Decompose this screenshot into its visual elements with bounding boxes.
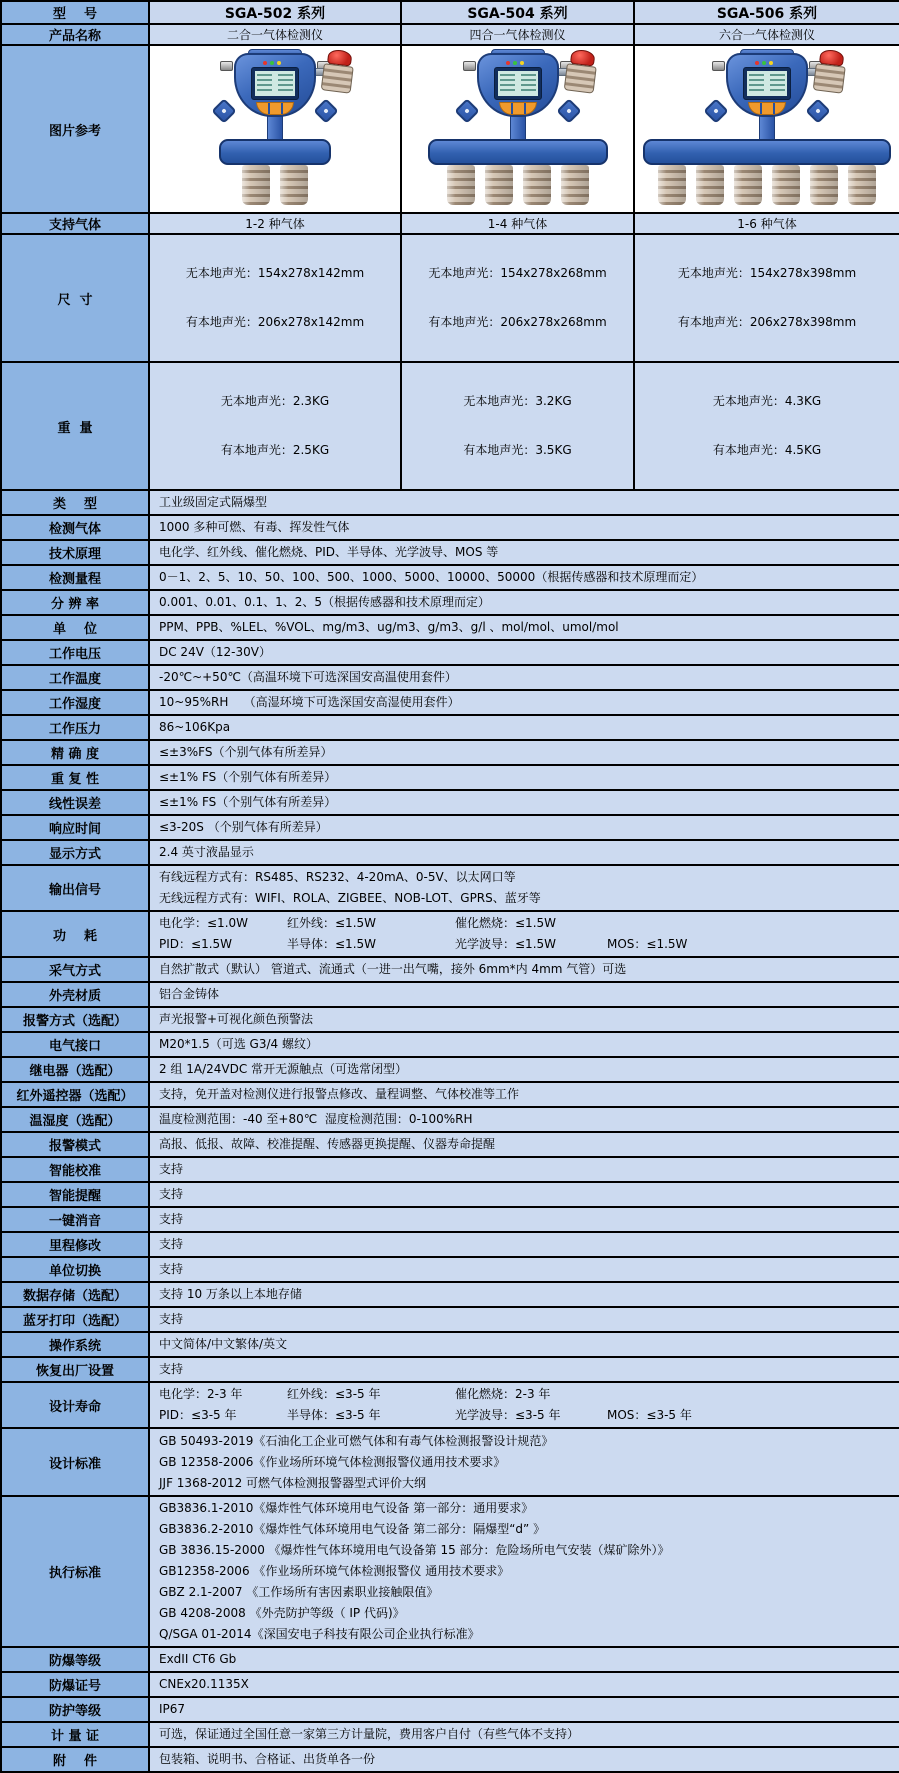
spec-segment: 光学波导：≤3-5 年 xyxy=(455,1408,561,1422)
gas-count-sga-506: 1-6 种气体 xyxy=(634,213,899,234)
spec-segment: PID：≤3-5 年 xyxy=(159,1408,237,1422)
spec-row-value: 可选，保证通过全国任意一家第三方计量院，费用客户自付（有些气体不支持） xyxy=(149,1722,899,1747)
spec-row-label: 报警方式（选配） xyxy=(1,1007,149,1032)
spec-row-value: 自然扩散式（默认） 管道式、流通式（一进一出气嘴，接外 6mm*内 4mm 气管）可选 xyxy=(149,957,899,982)
spec-row xyxy=(1,565,899,590)
spec-row-label: 防护等级 xyxy=(1,1697,149,1722)
spec-row xyxy=(1,1032,899,1057)
spec-row xyxy=(1,1428,899,1496)
sensor-cylinder xyxy=(447,165,475,205)
spec-row xyxy=(1,1672,899,1697)
beacon-body xyxy=(813,63,846,93)
spec-row-value: ≤±1% FS（个别气体有所差异） xyxy=(149,765,899,790)
spec-row xyxy=(1,1182,899,1207)
size-sga-506: 无本地声光：154x278x398mm 有本地声光：206x278x398mm xyxy=(634,234,899,362)
sensor-cylinder xyxy=(242,165,270,205)
spec-row-value: 86~106Kpa xyxy=(149,715,899,740)
spec-row-value: 支持 xyxy=(149,1182,899,1207)
spec-row xyxy=(1,1647,899,1672)
spec-row xyxy=(1,1496,899,1647)
size-sga-504: 无本地声光：154x278x268mm 有本地声光：206x278x268mm xyxy=(401,234,634,362)
status-leds xyxy=(755,61,779,65)
device-mount-tab-right xyxy=(805,98,830,123)
weight-row xyxy=(1,362,899,490)
sensor-row xyxy=(447,165,589,205)
spec-row xyxy=(1,1207,899,1232)
row-label-weight: 重 量 xyxy=(1,362,149,490)
sensor-row xyxy=(242,165,308,205)
spec-row-value: 支持 xyxy=(149,1357,899,1382)
beacon-body xyxy=(563,63,596,93)
sensor-manifold xyxy=(428,139,608,165)
spec-row-value: CNEx20.1135X xyxy=(149,1672,899,1697)
spec-row-value: PPM、PPB、%LEL、%VOL、mg/m3、ug/m3、g/m3、g/l 、mol/mol、umol/mol xyxy=(149,615,899,640)
spec-row-label: 防爆证号 xyxy=(1,1672,149,1697)
device-keypad xyxy=(256,102,294,115)
spec-row xyxy=(1,1232,899,1257)
spec-segment: 电化学：≤1.0W xyxy=(159,916,249,930)
device-keypad xyxy=(499,102,537,115)
spec-row-value xyxy=(149,1382,899,1428)
spec-row-value: 包装箱、说明书、合格证、出货单各一份 xyxy=(149,1747,899,1772)
spec-row-value: ≤±3%FS（个别气体有所差异） xyxy=(149,740,899,765)
spec-row-label: 里程修改 xyxy=(1,1232,149,1257)
sensor-cylinder xyxy=(658,165,686,205)
sensor-manifold xyxy=(643,139,891,165)
lcd-display xyxy=(498,71,538,96)
spec-row xyxy=(1,1157,899,1182)
model-sga-504: SGA-504 系列 xyxy=(401,1,634,24)
product-name-sga-504: 四合一气体检测仪 xyxy=(401,24,634,45)
spec-row-label: 工作湿度 xyxy=(1,690,149,715)
spec-row xyxy=(1,1697,899,1722)
row-label-size: 尺 寸 xyxy=(1,234,149,362)
device-bolt-left xyxy=(463,61,476,71)
row-label-model: 型 号 xyxy=(1,1,149,24)
spec-row-label: 继电器（选配） xyxy=(1,1057,149,1082)
device-screen xyxy=(743,67,791,100)
spec-row-value: 电化学、红外线、催化燃烧、PID、半导体、光学波导、MOS 等 xyxy=(149,540,899,565)
sensor-manifold xyxy=(219,139,331,165)
spec-row-label: 设计标准 xyxy=(1,1428,149,1496)
spec-segment: PID：≤1.5W xyxy=(159,937,233,951)
spec-row-value: DC 24V（12-30V） xyxy=(149,640,899,665)
spec-row xyxy=(1,982,899,1007)
spec-row-value: 2 组 1A/24VDC 常开无源触点（可选常闭型） xyxy=(149,1057,899,1082)
spec-segment: MOS：≤3-5 年 xyxy=(607,1408,692,1422)
spec-segment: 半导体：≤3-5 年 xyxy=(287,1408,381,1422)
spec-row-label: 温湿度（选配） xyxy=(1,1107,149,1132)
spec-row-value: M20*1.5（可选 G3/4 螺纹） xyxy=(149,1032,899,1057)
spec-row-label: 重 复 性 xyxy=(1,765,149,790)
sensor-row xyxy=(658,165,876,205)
spec-row-value: 2.4 英寸液晶显示 xyxy=(149,840,899,865)
sensor-cylinder xyxy=(523,165,551,205)
row-label-product-name: 产品名称 xyxy=(1,24,149,45)
spec-row xyxy=(1,865,899,911)
spec-row-label: 工作电压 xyxy=(1,640,149,665)
product-name-row xyxy=(1,24,899,45)
spec-row-value: 支持 xyxy=(149,1232,899,1257)
spec-row-label: 数据存储（选配） xyxy=(1,1282,149,1307)
spec-row-value xyxy=(149,911,899,957)
device-bolt-left xyxy=(220,61,233,71)
spec-row-label: 精 确 度 xyxy=(1,740,149,765)
spec-row xyxy=(1,1107,899,1132)
device-head xyxy=(477,53,559,117)
spec-row-value: 支持，免开盖对检测仪进行报警点修改、量程调整、气体校准等工作 xyxy=(149,1082,899,1107)
spec-row-value: 支持 xyxy=(149,1257,899,1282)
spec-row-label: 一键消音 xyxy=(1,1207,149,1232)
spec-row xyxy=(1,1332,899,1357)
spec-row xyxy=(1,840,899,865)
spec-body xyxy=(1,490,899,1772)
spec-row xyxy=(1,1722,899,1747)
spec-row-label: 单位切换 xyxy=(1,1257,149,1282)
product-name-sga-502: 二合一气体检测仪 xyxy=(149,24,401,45)
model-row xyxy=(1,1,899,24)
spec-row xyxy=(1,515,899,540)
spec-row-label: 工作压力 xyxy=(1,715,149,740)
spec-row xyxy=(1,1057,899,1082)
spec-row-label: 外壳材质 xyxy=(1,982,149,1007)
spec-row-label: 检测气体 xyxy=(1,515,149,540)
spec-row-value: 声光报警+可视化颜色预警法 xyxy=(149,1007,899,1032)
sensor-cylinder xyxy=(561,165,589,205)
device-mount-tab-right xyxy=(313,98,338,123)
device-keypad xyxy=(748,102,786,115)
spec-row xyxy=(1,665,899,690)
spec-row-value: 中文简体/中文繁体/英文 xyxy=(149,1332,899,1357)
spec-row xyxy=(1,1747,899,1772)
spec-row xyxy=(1,957,899,982)
spec-row-label: 设计寿命 xyxy=(1,1382,149,1428)
spec-row-value: ≤3-20S （个别气体有所差异） xyxy=(149,815,899,840)
spec-row-label: 检测量程 xyxy=(1,565,149,590)
alarm-beacon xyxy=(320,48,355,95)
device-bolt-left xyxy=(712,61,725,71)
spec-row-label: 红外遥控器（选配） xyxy=(1,1082,149,1107)
spec-row-label: 操作系统 xyxy=(1,1332,149,1357)
status-leds xyxy=(506,61,530,65)
product-name-sga-506: 六合一气体检测仪 xyxy=(634,24,899,45)
image-row xyxy=(1,45,899,213)
spec-row xyxy=(1,740,899,765)
spec-segment: 催化燃烧：≤1.5W xyxy=(455,916,557,930)
spec-segment: 红外线：≤1.5W xyxy=(287,916,377,930)
spec-row xyxy=(1,1282,899,1307)
device-mount-tab-right xyxy=(556,98,581,123)
device-screen xyxy=(494,67,542,100)
spec-segment: 电化学：2-3 年 xyxy=(159,1387,243,1401)
alarm-beacon xyxy=(563,48,598,95)
spec-segment: 红外线：≤3-5 年 xyxy=(287,1387,381,1401)
weight-sga-506: 无本地声光：4.3KG 有本地声光：4.5KG xyxy=(634,362,899,490)
spec-row-value: -20℃~+50℃（高温环境下可选深国安高温使用套件） xyxy=(149,665,899,690)
device-screen xyxy=(251,67,299,100)
sensor-cylinder xyxy=(734,165,762,205)
spec-row xyxy=(1,715,899,740)
spec-row-value: 1000 多种可燃、有毒、挥发性气体 xyxy=(149,515,899,540)
spec-row-value: 支持 xyxy=(149,1157,899,1182)
spec-segment: 半导体：≤1.5W xyxy=(287,937,377,951)
spec-row-label: 附 件 xyxy=(1,1747,149,1772)
spec-row-label: 类 型 xyxy=(1,490,149,515)
alarm-beacon xyxy=(812,48,847,95)
spec-row-label: 技术原理 xyxy=(1,540,149,565)
spec-row xyxy=(1,640,899,665)
model-sga-502: SGA-502 系列 xyxy=(149,1,401,24)
spec-row xyxy=(1,1357,899,1382)
spec-row-value: 高报、低报、故障、校准提醒、传感器更换提醒、仪器寿命提醒 xyxy=(149,1132,899,1157)
supported-gas-row xyxy=(1,213,899,234)
spec-row xyxy=(1,1132,899,1157)
sensor-cylinder xyxy=(848,165,876,205)
sensor-cylinder xyxy=(696,165,724,205)
size-sga-502: 无本地声光：154x278x142mm 有本地声光：206x278x142mm xyxy=(149,234,401,362)
spec-row xyxy=(1,1307,899,1332)
spec-segment: MOS：≤1.5W xyxy=(607,937,688,951)
spec-row-label: 报警模式 xyxy=(1,1132,149,1157)
spec-row-value: 支持 xyxy=(149,1307,899,1332)
model-sga-506: SGA-506 系列 xyxy=(634,1,899,24)
device-mount-tab-left xyxy=(211,98,236,123)
device-mount-tab-left xyxy=(454,98,479,123)
product-image-cell-sga-502 xyxy=(149,45,401,213)
spec-row-label: 电气接口 xyxy=(1,1032,149,1057)
spec-row-value: GB 50493-2019《石油化工企业可燃气体和有毒气体检测报警设计规范》 GB 12358-2006《作业场所环境气体检测报警仪通用技术要求》 JJF 1368-2012 可燃气体检测报警器型式评价大纲 xyxy=(149,1428,899,1496)
device-illustration-sga-504 xyxy=(402,46,633,210)
device-illustration-sga-506 xyxy=(635,46,899,210)
spec-row-value: 有线远程方式有：RS485、RS232、4-20mA、0-5V、以太网口等 无线远程方式有：WIFI、ROLA、ZIGBEE、NOB-LOT、GPRS、蓝牙等 xyxy=(149,865,899,911)
spec-row-label: 分 辨 率 xyxy=(1,590,149,615)
spec-row-label: 恢复出厂设置 xyxy=(1,1357,149,1382)
sensor-cylinder xyxy=(772,165,800,205)
spec-row-value: ≤±1% FS（个别气体有所差异） xyxy=(149,790,899,815)
spec-row xyxy=(1,1257,899,1282)
beacon-body xyxy=(321,63,354,93)
lcd-display xyxy=(747,71,787,96)
lcd-display xyxy=(255,71,295,96)
spec-row-label: 工作温度 xyxy=(1,665,149,690)
size-row xyxy=(1,234,899,362)
spec-row xyxy=(1,490,899,515)
spec-row-label: 输出信号 xyxy=(1,865,149,911)
spec-row xyxy=(1,1007,899,1032)
product-image-cell-sga-504 xyxy=(401,45,634,213)
spec-row-value: 铝合金铸体 xyxy=(149,982,899,1007)
spec-row-label: 计 量 证 xyxy=(1,1722,149,1747)
spec-row xyxy=(1,590,899,615)
device-illustration-sga-502 xyxy=(150,46,400,210)
spec-row-label: 单 位 xyxy=(1,615,149,640)
spec-row xyxy=(1,815,899,840)
sensor-cylinder xyxy=(485,165,513,205)
spec-row-label: 响应时间 xyxy=(1,815,149,840)
gas-count-sga-504: 1-4 种气体 xyxy=(401,213,634,234)
gas-count-sga-502: 1-2 种气体 xyxy=(149,213,401,234)
spec-row-label: 执行标准 xyxy=(1,1496,149,1647)
spec-row-value: 工业级固定式隔爆型 xyxy=(149,490,899,515)
spec-row-value: 支持 10 万条以上本地存储 xyxy=(149,1282,899,1307)
spec-segment: 光学波导：≤1.5W xyxy=(455,937,557,951)
spec-row xyxy=(1,911,899,957)
spec-row-value: 支持 xyxy=(149,1207,899,1232)
weight-sga-504: 无本地声光：3.2KG 有本地声光：3.5KG xyxy=(401,362,634,490)
spec-row-label: 蓝牙打印（选配） xyxy=(1,1307,149,1332)
spec-row xyxy=(1,690,899,715)
spec-row-value: 0－1、2、5、10、50、100、500、1000、5000、10000、50000（根据传感器和技术原理而定） xyxy=(149,565,899,590)
device-head xyxy=(726,53,808,117)
product-image-cell-sga-506 xyxy=(634,45,899,213)
device-mount-tab-left xyxy=(703,98,728,123)
spec-row-label: 防爆等级 xyxy=(1,1647,149,1672)
device-head xyxy=(234,53,316,117)
sensor-cylinder xyxy=(810,165,838,205)
spec-row-value: IP67 xyxy=(149,1697,899,1722)
spec-row-label: 显示方式 xyxy=(1,840,149,865)
spec-row xyxy=(1,790,899,815)
spec-row-label: 智能提醒 xyxy=(1,1182,149,1207)
spec-segment: 催化燃烧：2-3 年 xyxy=(455,1387,551,1401)
spec-row-label: 采气方式 xyxy=(1,957,149,982)
spec-row xyxy=(1,1382,899,1428)
row-label-supported-gas: 支持气体 xyxy=(1,213,149,234)
sensor-cylinder xyxy=(280,165,308,205)
spec-row-label: 线性误差 xyxy=(1,790,149,815)
spec-row xyxy=(1,615,899,640)
spec-row-value: 温度检测范围：-40 至+80℃ 湿度检测范围：0-100%RH xyxy=(149,1107,899,1132)
status-leds xyxy=(263,61,287,65)
spec-row-label: 功 耗 xyxy=(1,911,149,957)
spec-row-value: 10~95%RH （高湿环境下可选深国安高湿使用套件） xyxy=(149,690,899,715)
spec-row-value: 0.001、0.01、0.1、1、2、5（根据传感器和技术原理而定） xyxy=(149,590,899,615)
spec-row xyxy=(1,1082,899,1107)
spec-row-label: 智能校准 xyxy=(1,1157,149,1182)
spec-row-value: ExdII CT6 Gb xyxy=(149,1647,899,1672)
spec-row xyxy=(1,765,899,790)
spec-row xyxy=(1,540,899,565)
weight-sga-502: 无本地声光：2.3KG 有本地声光：2.5KG xyxy=(149,362,401,490)
row-label-image: 图片参考 xyxy=(1,45,149,213)
spec-row-value: GB3836.1-2010《爆炸性气体环境用电气设备 第一部分：通用要求》 GB3836.2-2010《爆炸性气体环境用电气设备 第二部分：隔爆型“d” 》 GB 3836.15-2000 《爆炸性气体环境用电气设备第 15 部分：危险场所电气安装（煤矿除外）》 GB12358-2006 《作业场所环境气体检测报警仪 通用技术要求》 GBZ 2.1-2007 《工作场所有害因素职业接触限值》 GB 4208-2008 《外壳防护等级（ IP 代码)》 Q/SGA 01-2014《深国安电子科技有限公司企业执行标准》 xyxy=(149,1496,899,1647)
